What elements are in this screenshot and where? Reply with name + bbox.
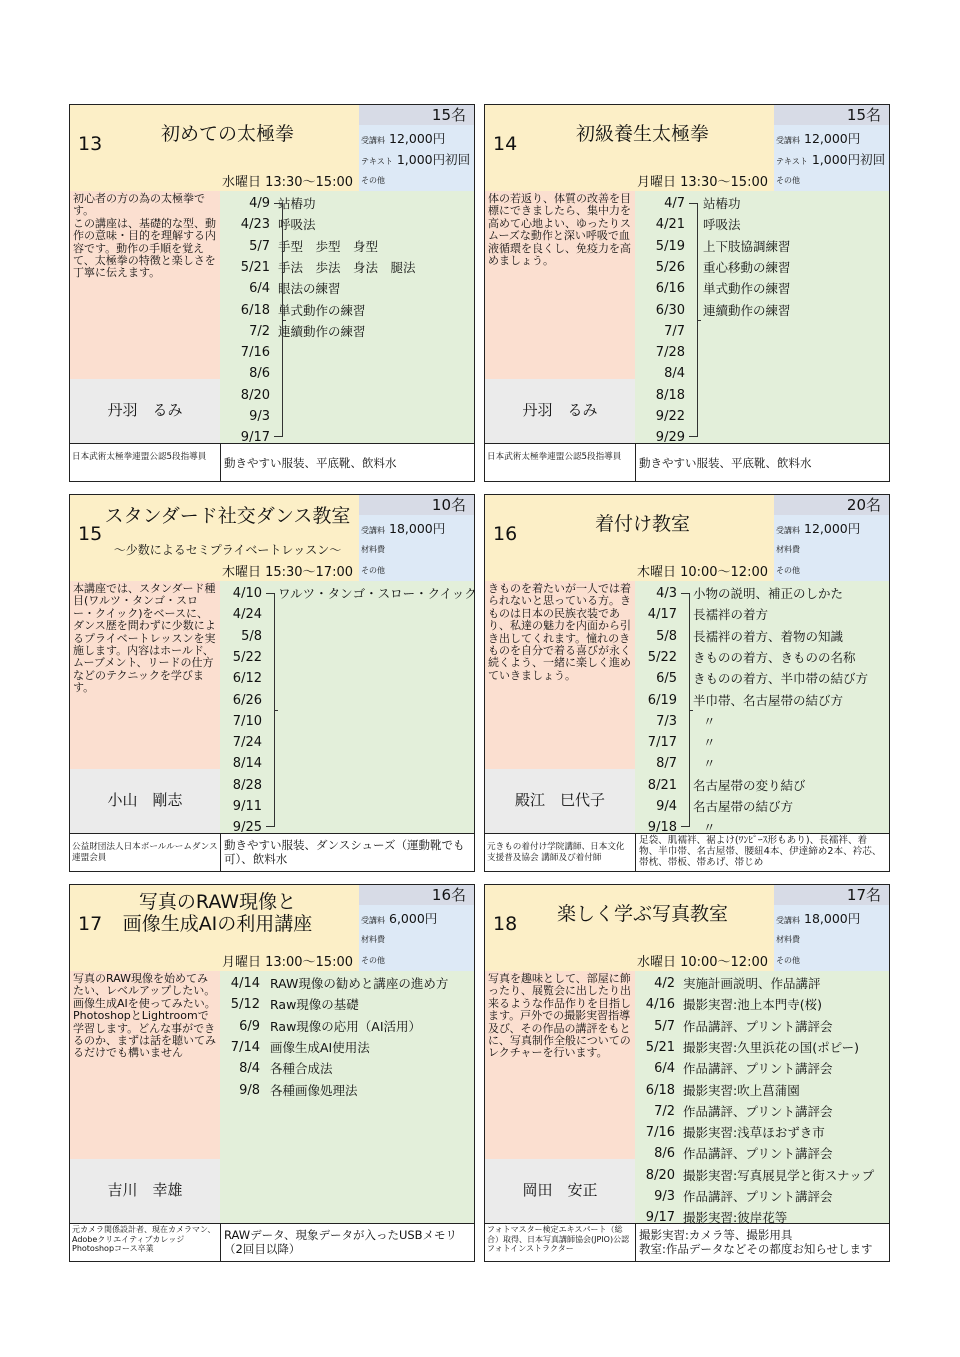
fee-value: 12,000円 xyxy=(804,521,861,536)
schedule-topic: 連續動作の練習 xyxy=(703,302,791,318)
items-to-bring: 動きやすい服装、平底靴、飲料水 xyxy=(635,443,889,481)
schedule-date: 4/7 xyxy=(664,196,685,211)
course-description-panel xyxy=(70,581,220,769)
fee-row xyxy=(361,540,389,555)
fee-label: その他 xyxy=(361,176,385,185)
course-description-panel xyxy=(70,191,220,379)
fee-box xyxy=(359,905,474,971)
schedule-date: 4/21 xyxy=(655,217,685,233)
schedule-date: 8/7 xyxy=(656,756,677,772)
schedule-panel xyxy=(635,581,889,836)
fee-label: その他 xyxy=(776,566,800,575)
course-number: 18 xyxy=(493,913,518,935)
schedule-date: 5/26 xyxy=(655,259,685,275)
schedule-topic: 手型 歩型 身型 xyxy=(278,238,379,254)
fee-label: その他 xyxy=(361,566,385,575)
schedule-date: 5/22 xyxy=(647,649,677,665)
schedule-topic: 各種合成法 xyxy=(270,1061,333,1077)
schedule-date: 9/4 xyxy=(656,799,677,814)
schedule-topic: 作品講評、プリント講評会 xyxy=(683,1189,833,1204)
schedule-date: 9/17 xyxy=(240,430,270,446)
schedule-date: 4/3 xyxy=(656,586,677,601)
course-title: 楽しく学ぶ写真教室 xyxy=(556,903,728,925)
fee-box xyxy=(774,905,889,971)
schedule-topic: 〃 xyxy=(703,756,716,772)
instructor-credentials: 公益財団法人日本ボールルームダンス連盟会員 xyxy=(70,833,220,871)
schedule-bracket xyxy=(274,203,283,437)
schedule-date: 5/21 xyxy=(645,1039,675,1055)
course-header xyxy=(485,105,774,191)
schedule-topic: 小物の説明、補正のしかた xyxy=(693,586,844,601)
fee-value: 6,000円 xyxy=(389,911,438,926)
fee-value: 18,000円 xyxy=(804,911,861,926)
schedule-date: 9/18 xyxy=(647,820,677,836)
fee-panel xyxy=(774,885,889,971)
fee-value: 18,000円 xyxy=(389,521,446,536)
course-header xyxy=(70,105,359,191)
items-to-bring: 動きやすい服装、ダンスシューズ（運動靴でも可）、飲料水 xyxy=(220,833,474,871)
schedule-date: 9/3 xyxy=(654,1189,675,1204)
fee-label: テキスト xyxy=(361,157,393,166)
schedule-topic: 眼法の練習 xyxy=(278,281,341,297)
course-card xyxy=(484,884,890,1262)
fee-label: 材料費 xyxy=(361,935,385,944)
schedule-date: 9/22 xyxy=(655,409,685,424)
schedule-date: 6/12 xyxy=(232,671,262,687)
schedule-date: 4/10 xyxy=(232,586,262,601)
items-to-bring: 足袋、肌襦袢、裾よけ(ﾜﾝﾋﾟｰｽ形もあり)、長襦袢、着物、半巾帯、名古屋帯、腰紐4本、伊達締め2本、衿芯、帯枕、帯板、帯あげ、帯じめ xyxy=(635,833,889,871)
schedule-topic: 撮影実習:浅草ほおずき市 xyxy=(683,1125,825,1141)
capacity: 15名 xyxy=(431,106,466,124)
fee-label: 材料費 xyxy=(776,935,800,944)
course-description-panel xyxy=(485,581,635,769)
fee-row xyxy=(361,171,389,186)
capacity-box xyxy=(359,105,474,126)
course-description: 初心者の方の為の太極拳です。 この講座は、基礎的な型、動作の意味・目的を理解する内容です。動作の手順を覚えて、太極拳の特徴と楽しさを丁寧に伝えます。 xyxy=(73,192,216,280)
course-header xyxy=(485,885,774,971)
bracket-tip xyxy=(282,320,286,321)
instructor-name: 吉川 幸雄 xyxy=(107,1181,183,1199)
course-number: 16 xyxy=(493,523,518,545)
course-card xyxy=(69,494,475,872)
fee-row xyxy=(361,561,389,576)
schedule-date: 5/22 xyxy=(232,649,262,665)
course-day-time: 水曜日 10:00～12:00 xyxy=(636,955,768,970)
items-to-bring: 動きやすい服装、平底靴、飲料水 xyxy=(220,443,474,481)
schedule-date: 4/16 xyxy=(645,997,675,1013)
schedule-topic: 〃 xyxy=(703,820,716,836)
schedule-date: 8/4 xyxy=(239,1061,260,1077)
schedule-topic: 〃 xyxy=(703,735,716,751)
bracket-tip xyxy=(689,710,693,711)
schedule-date: 8/20 xyxy=(645,1167,675,1183)
capacity: 17名 xyxy=(846,886,881,904)
schedule-date: 5/8 xyxy=(656,628,677,644)
schedule-date: 5/7 xyxy=(249,238,270,254)
schedule-topic: 呼吸法 xyxy=(278,217,316,233)
course-description: 体の若返り、体質の改善を目標にできましたら、集中力を高めて心地よい、ゆったりスムーズな動作と深い呼吸で血液循環を良くし、免疫力を高めましょう。 xyxy=(488,192,631,268)
fee-label: その他 xyxy=(776,956,800,965)
schedule-topic: ワルツ・タンゴ・スロー・クイック xyxy=(278,586,477,601)
schedule-topic: きものの着方、きものの名称 xyxy=(693,649,856,665)
instructor-name: 小山 剛志 xyxy=(107,791,183,809)
schedule-topic: 站樁功 xyxy=(278,196,316,211)
instructor-credentials: 日本武術太極拳連盟公認5段指導員 xyxy=(70,443,220,481)
schedule-date: 4/14 xyxy=(230,976,260,991)
course-day-time: 木曜日 10:00～12:00 xyxy=(636,565,768,580)
schedule-date: 8/28 xyxy=(232,777,262,793)
course-day-time: 月曜日 13:00～15:00 xyxy=(221,955,353,970)
schedule-date: 9/8 xyxy=(239,1082,260,1098)
course-subtitle: ～少数によるセミプライベートレッスン～ xyxy=(113,543,342,557)
schedule-date: 6/18 xyxy=(645,1082,675,1098)
schedule-date: 7/2 xyxy=(249,323,270,339)
course-description: 写真のRAW現像を始めてみたい、レベルアップしたい。画像生成AIを使ってみたい。PhotoshopとLightroomで学習します。どんな事ができるのか、まずは話を聴いてみるだけでも構いません xyxy=(73,972,216,1060)
capacity-box xyxy=(774,495,889,516)
fee-box xyxy=(359,125,474,191)
instructor-name: 殿江 巳代子 xyxy=(514,791,605,809)
schedule-date: 7/2 xyxy=(654,1103,675,1119)
schedule-topic: 撮影実習:彼岸花等 xyxy=(683,1210,788,1226)
fee-panel xyxy=(774,105,889,191)
schedule-topic: RAW現像の勧めと講座の進め方 xyxy=(270,976,449,991)
fee-row xyxy=(776,150,885,168)
fee-value: 1,000円初回 xyxy=(811,152,886,167)
capacity: 20名 xyxy=(846,496,881,514)
fee-value: 1,000円初回 xyxy=(396,152,471,167)
course-number: 14 xyxy=(493,133,518,155)
course-card xyxy=(484,494,890,872)
fee-value: 12,000円 xyxy=(804,131,861,146)
items-to-bring: 撮影実習:カメラ等、撮影用具 教室:作品データなどその都度お知らせします xyxy=(635,1223,889,1261)
schedule-date: 7/3 xyxy=(656,713,677,729)
instructor-panel xyxy=(70,769,220,833)
capacity-box xyxy=(359,495,474,516)
fee-label: その他 xyxy=(776,176,800,185)
schedule-topic: 重心移動の練習 xyxy=(703,259,791,275)
schedule-panel xyxy=(220,191,474,446)
schedule-topic: 上下肢協調練習 xyxy=(703,238,791,254)
schedule-topic: 撮影実習:写真展見学と街スナップ xyxy=(683,1167,875,1183)
schedule-date: 6/26 xyxy=(232,692,262,708)
schedule-topic: 作品講評、プリント講評会 xyxy=(683,1146,833,1162)
schedule-topic: 半巾帯、名古屋帯の結び方 xyxy=(693,692,844,708)
schedule-topic: 単式動作の練習 xyxy=(278,302,366,318)
fee-row xyxy=(361,129,445,147)
instructor-credentials: 日本武術太極拳連盟公認5段指導員 xyxy=(485,443,635,481)
course-number: 15 xyxy=(78,523,103,545)
schedule-date: 9/3 xyxy=(249,409,270,424)
schedule-date: 4/23 xyxy=(240,217,270,233)
instructor-name: 岡田 安正 xyxy=(522,1181,598,1199)
fee-value: 12,000円 xyxy=(389,131,446,146)
capacity: 10名 xyxy=(431,496,466,514)
course-title: 初めての太極拳 xyxy=(160,123,294,145)
fee-label: その他 xyxy=(361,956,385,965)
schedule-topic: 各種画像処理法 xyxy=(270,1082,358,1098)
course-description: 写真を趣味として、部屋に飾ったり、展覧会に出したり出来るような作品作りを目指します。戸外での撮影実習指導及び、その作品の講評をもとに、写真制作全般についてのレクチャーを行います。 xyxy=(488,972,631,1060)
course-description: きものを着たいが一人では着られないと思っている方。きものは日本の民族衣装であり、私達の魅力を内面から引き出してくれます。憧れのきものを自分で着る喜びが永く続くよう、一緒に楽しく進めていきましょう。 xyxy=(488,582,631,682)
course-description-panel xyxy=(70,971,220,1159)
fee-label: 材料費 xyxy=(776,545,800,554)
fee-row xyxy=(776,171,804,186)
course-number: 13 xyxy=(78,133,103,155)
schedule-topic: 作品講評、プリント講評会 xyxy=(683,1103,833,1119)
schedule-date: 9/11 xyxy=(232,799,262,814)
schedule-date: 7/16 xyxy=(645,1125,675,1141)
schedule-topic: 撮影実習:池上本門寺(桜) xyxy=(683,997,822,1013)
fee-row xyxy=(361,519,445,537)
fee-panel xyxy=(774,495,889,581)
schedule-date: 5/21 xyxy=(240,259,270,275)
schedule-date: 8/4 xyxy=(664,366,685,382)
fee-row xyxy=(776,129,860,147)
fee-label: 受講料 xyxy=(776,136,800,145)
schedule-panel xyxy=(635,971,889,1226)
course-number: 17 xyxy=(78,913,103,935)
fee-label: 受講料 xyxy=(776,916,800,925)
capacity-box xyxy=(774,105,889,126)
schedule-bracket xyxy=(689,203,698,437)
fee-row xyxy=(776,909,860,927)
instructor-name: 丹羽 るみ xyxy=(107,401,183,419)
schedule-date: 8/21 xyxy=(647,777,677,793)
schedule-date: 6/9 xyxy=(239,1018,260,1034)
course-card xyxy=(69,104,475,482)
schedule-topic: 連續動作の練習 xyxy=(278,323,366,339)
schedule-topic: 名古屋帯の変り結び xyxy=(693,777,806,793)
course-header xyxy=(485,495,774,581)
schedule-date: 7/24 xyxy=(232,735,262,751)
fee-row xyxy=(361,909,437,927)
schedule-date: 5/19 xyxy=(655,238,685,254)
schedule-date: 4/17 xyxy=(647,607,677,623)
schedule-date: 6/16 xyxy=(655,281,685,297)
schedule-date: 4/2 xyxy=(654,976,675,991)
fee-row xyxy=(776,540,804,555)
schedule-topic: 長襦袢の着方 xyxy=(693,607,769,623)
schedule-panel xyxy=(220,971,474,1223)
schedule-topic: 名古屋帯の結び方 xyxy=(693,799,794,814)
schedule-date: 7/17 xyxy=(647,735,677,751)
schedule-topic: 撮影実習:吹上菖蒲園 xyxy=(683,1082,800,1098)
schedule-date: 6/5 xyxy=(656,671,677,687)
fee-row xyxy=(361,951,389,966)
items-to-bring: RAWデータ、現象データが入ったUSBメモリ（2回目以降） xyxy=(220,1223,474,1261)
schedule-date: 8/18 xyxy=(655,387,685,403)
schedule-date: 7/7 xyxy=(664,323,685,339)
schedule-date: 8/6 xyxy=(654,1146,675,1162)
capacity-box xyxy=(774,885,889,906)
instructor-name: 丹羽 るみ xyxy=(522,401,598,419)
schedule-date: 6/30 xyxy=(655,302,685,318)
course-card xyxy=(69,884,475,1262)
schedule-topic: 撮影実習:久里浜花の国(ポピー) xyxy=(683,1039,859,1055)
course-day-time: 木曜日 15:30～17:00 xyxy=(221,565,353,580)
instructor-credentials: フォトマスター検定エキスパート（総合）取得、日本写真講師協会(JPIO)公認フォトインストラクター xyxy=(485,1223,635,1261)
fee-label: 受講料 xyxy=(776,526,800,535)
schedule-topic: 実施計画説明、作品講評 xyxy=(683,976,821,991)
course-header xyxy=(70,495,359,581)
course-description-panel xyxy=(485,191,635,379)
schedule-bracket xyxy=(681,593,690,827)
instructor-panel xyxy=(485,1159,635,1223)
course-day-time: 月曜日 13:30～15:00 xyxy=(636,175,768,190)
schedule-date: 6/4 xyxy=(249,281,270,297)
fee-box xyxy=(774,515,889,581)
instructor-panel xyxy=(485,769,635,833)
fee-row xyxy=(776,930,804,945)
schedule-topic: 作品講評、プリント講評会 xyxy=(683,1018,833,1034)
schedule-topic: 単式動作の練習 xyxy=(703,281,791,297)
fee-panel xyxy=(359,885,474,971)
instructor-credentials: 元きもの着付け学院講師、日本文化支援普及協会 講師及び着付師 xyxy=(485,833,635,871)
fee-label: 材料費 xyxy=(361,545,385,554)
schedule-date: 9/25 xyxy=(232,820,262,836)
bracket-tip xyxy=(697,320,701,321)
instructor-credentials: 元カメラ関係設計者、現在カメラマン、Adobeクリエイティブカレッジ Photoshopコース卒業 xyxy=(70,1223,220,1261)
fee-box xyxy=(774,125,889,191)
capacity: 16名 xyxy=(431,886,466,904)
instructor-panel xyxy=(70,379,220,443)
schedule-date: 6/19 xyxy=(647,692,677,708)
fee-label: 受講料 xyxy=(361,916,385,925)
schedule-topic: きものの着方、半巾帯の結び方 xyxy=(693,671,869,687)
instructor-panel xyxy=(485,379,635,443)
fee-label: 受講料 xyxy=(361,136,385,145)
schedule-topic: 〃 xyxy=(703,713,716,729)
schedule-topic: 站樁功 xyxy=(703,196,741,211)
schedule-date: 6/4 xyxy=(654,1061,675,1077)
schedule-date: 7/14 xyxy=(230,1039,260,1055)
schedule-date: 8/6 xyxy=(249,366,270,382)
schedule-bracket xyxy=(266,593,275,827)
course-header xyxy=(70,885,359,971)
schedule-topic: 画像生成AI使用法 xyxy=(270,1039,370,1055)
schedule-topic: Raw現像の応用（AI活用） xyxy=(270,1018,422,1034)
schedule-date: 5/8 xyxy=(241,628,262,644)
schedule-date: 7/10 xyxy=(232,713,262,729)
course-title: 着付け教室 xyxy=(594,513,690,535)
schedule-date: 4/24 xyxy=(232,607,262,623)
schedule-topic: 作品講評、プリント講評会 xyxy=(683,1061,833,1077)
fee-row xyxy=(776,561,804,576)
course-day-time: 水曜日 13:30～15:00 xyxy=(221,175,353,190)
course-description: 本講座では、スタンダード種目(ワルツ・タンゴ・スロー・クイック)をベースに、ダンス歴を問わずに少数によるプライベートレッスンを実施します。内容はホールド、ムーブメント、リードの仕方などのテクニックを学びます。 xyxy=(73,582,216,695)
fee-panel xyxy=(359,495,474,581)
schedule-topic: 長襦袢の着方、着物の知識 xyxy=(693,628,844,644)
fee-box xyxy=(359,515,474,581)
schedule-topic: 手法 歩法 身法 腿法 xyxy=(278,259,416,275)
course-title: 初級養生太極拳 xyxy=(575,123,709,145)
fee-row xyxy=(776,519,860,537)
course-title: 写真のRAW現像と 画像生成AIの利用講座 xyxy=(122,891,313,935)
fee-label: テキスト xyxy=(776,157,808,166)
schedule-date: 5/7 xyxy=(654,1018,675,1034)
schedule-date: 8/14 xyxy=(232,756,262,772)
schedule-date: 8/20 xyxy=(240,387,270,403)
course-title: スタンダード社交ダンス教室 xyxy=(104,505,351,527)
schedule-date: 9/29 xyxy=(655,430,685,446)
schedule-date: 6/18 xyxy=(240,302,270,318)
fee-row xyxy=(776,951,804,966)
fee-panel xyxy=(359,105,474,191)
schedule-date: 4/9 xyxy=(249,196,270,211)
schedule-topic: 呼吸法 xyxy=(703,217,741,233)
schedule-panel xyxy=(635,191,889,446)
instructor-panel xyxy=(70,1159,220,1223)
schedule-date: 5/12 xyxy=(230,997,260,1013)
fee-row xyxy=(361,150,470,168)
schedule-date: 9/17 xyxy=(645,1210,675,1226)
course-description-panel xyxy=(485,971,635,1159)
schedule-panel xyxy=(220,581,477,836)
capacity: 15名 xyxy=(846,106,881,124)
capacity-box xyxy=(359,885,474,906)
schedule-topic: Raw現像の基礎 xyxy=(270,997,359,1013)
fee-row xyxy=(361,930,389,945)
course-card xyxy=(484,104,890,482)
schedule-date: 7/28 xyxy=(655,345,685,361)
bracket-tip xyxy=(274,710,278,711)
fee-label: 受講料 xyxy=(361,526,385,535)
schedule-date: 7/16 xyxy=(240,345,270,361)
